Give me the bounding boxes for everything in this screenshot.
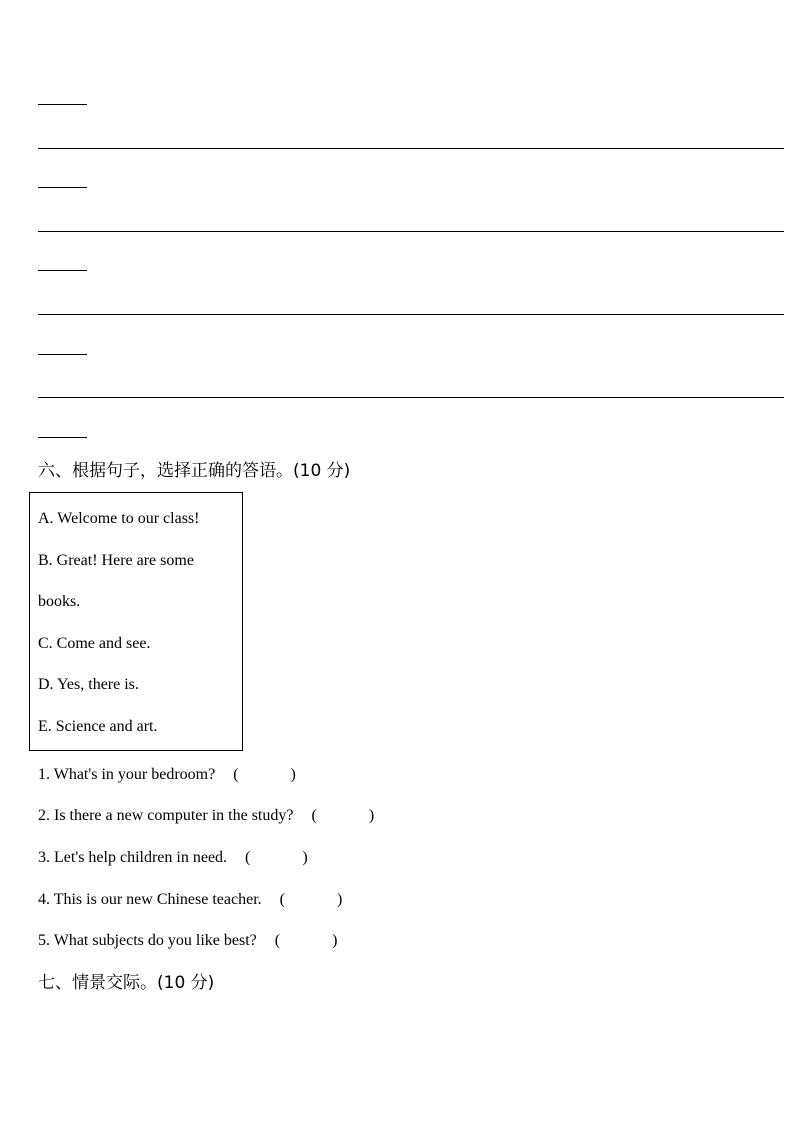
- answer-line-long-2: [38, 231, 784, 232]
- answer-line-long-3: [38, 314, 784, 315]
- question-text: 4. This is our new Chinese teacher.: [38, 891, 262, 908]
- answer-blank[interactable]: ( ): [233, 766, 296, 783]
- option-e: E. Science and art.: [38, 718, 158, 735]
- section-6-heading: 六、根据句子，选择正确的答语。(10 分): [38, 461, 351, 481]
- question-text: 5. What subjects do you like best?: [38, 932, 257, 949]
- option-c: C. Come and see.: [38, 635, 151, 652]
- option-a: A. Welcome to our class!: [38, 510, 200, 527]
- answer-blank[interactable]: ( ): [279, 891, 343, 908]
- question-3: [38, 848, 308, 868]
- answer-line-short-4: [38, 354, 87, 355]
- answer-blank[interactable]: ( ): [311, 807, 375, 824]
- question-2: [38, 806, 374, 826]
- question-5: [38, 931, 337, 951]
- option-b: B. Great! Here are some: [38, 552, 194, 569]
- answer-line-short-5: [38, 437, 87, 438]
- answer-blank[interactable]: ( ): [274, 932, 338, 949]
- options-box: [29, 492, 243, 751]
- answer-line-short-1: [38, 104, 87, 105]
- question-4: [38, 890, 342, 910]
- question-text: 3. Let's help children in need.: [38, 849, 228, 866]
- answer-blank[interactable]: ( ): [245, 849, 308, 866]
- option-b-continued: books.: [38, 593, 81, 610]
- question-1: [38, 765, 296, 785]
- section-7-heading: 七、情景交际。(10 分): [38, 973, 215, 993]
- answer-line-long-1: [38, 148, 784, 149]
- answer-line-short-3: [38, 270, 87, 271]
- answer-line-short-2: [38, 187, 87, 188]
- option-d: D. Yes, there is.: [38, 676, 139, 693]
- answer-line-long-4: [38, 397, 784, 398]
- question-text: 2. Is there a new computer in the study?: [38, 807, 294, 824]
- question-text: 1. What's in your bedroom?: [38, 766, 216, 783]
